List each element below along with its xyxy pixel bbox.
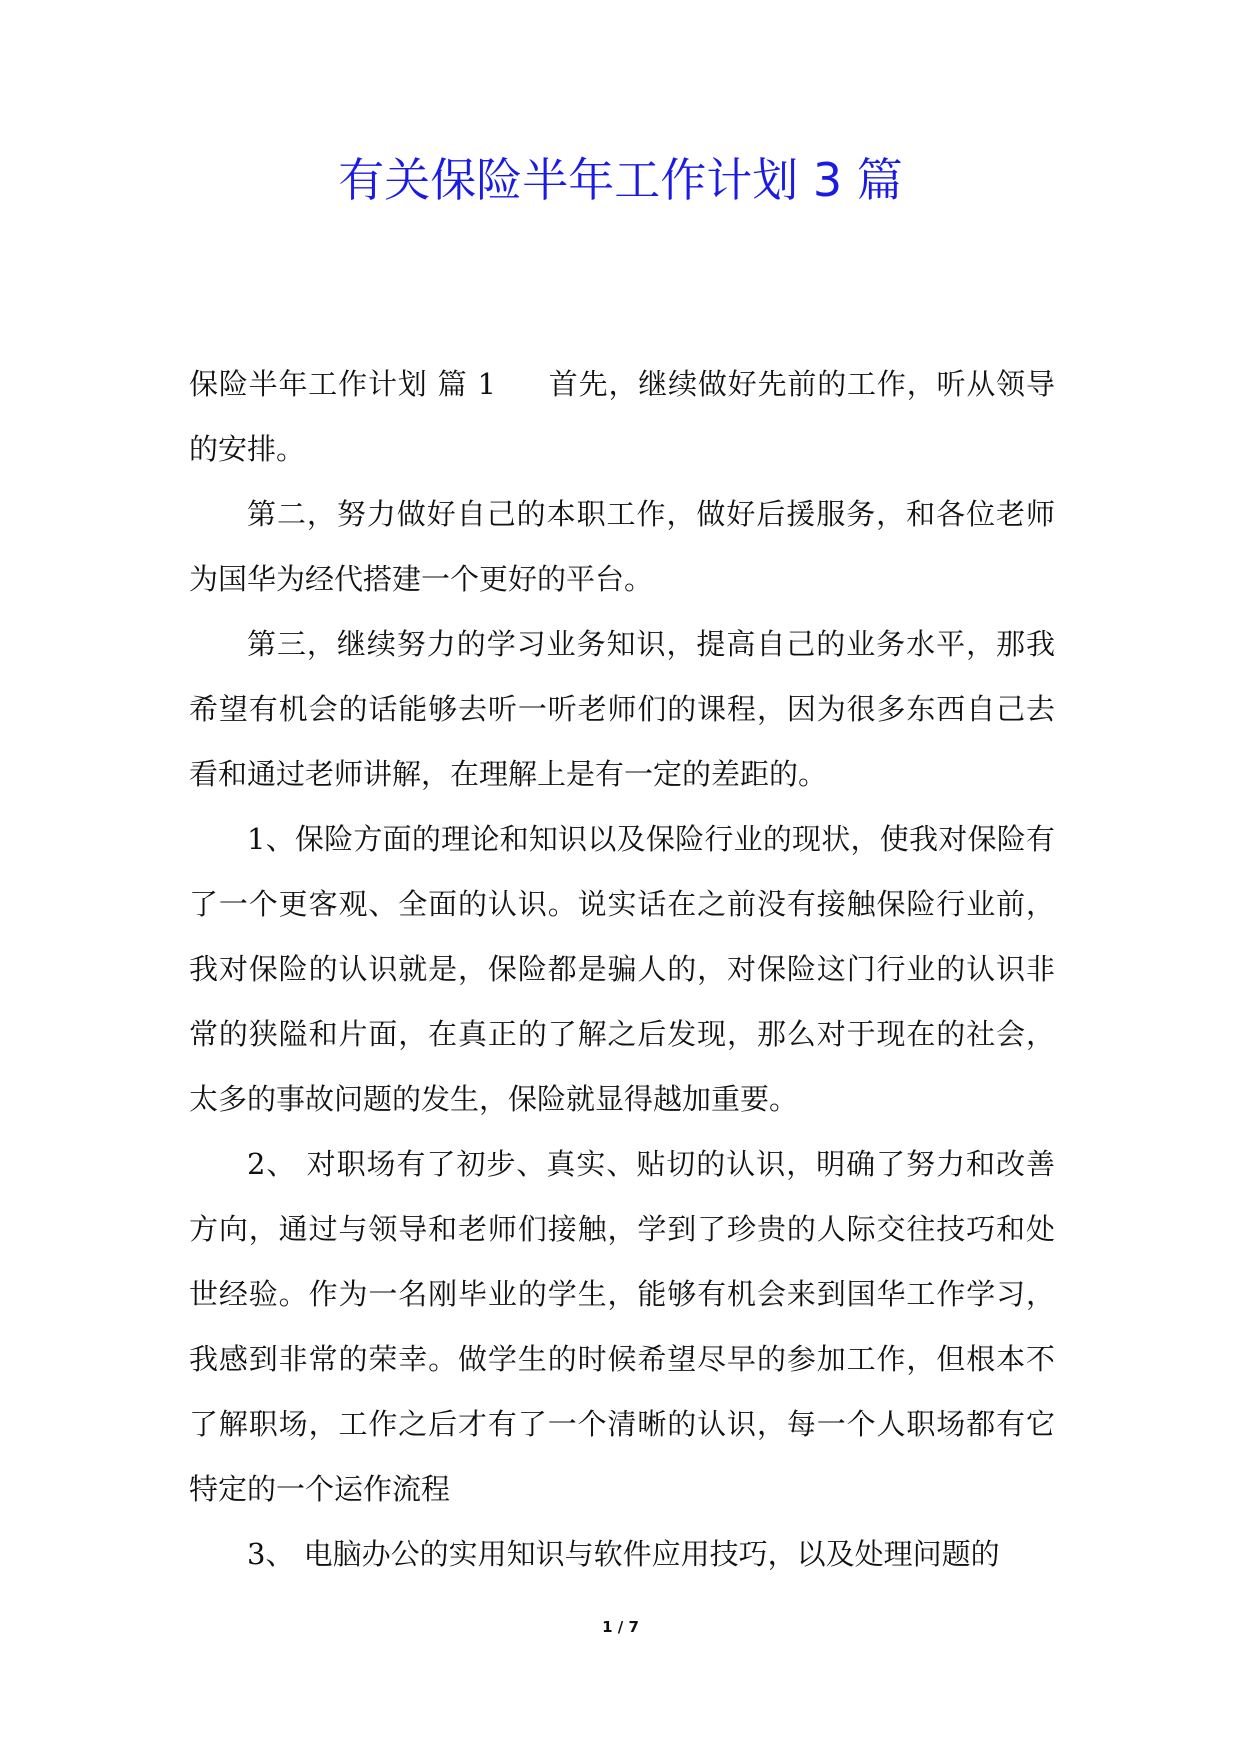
page-number: 1 / 7 bbox=[602, 1618, 639, 1636]
paragraph-item-3: 3、 电脑办公的实用知识与软件应用技巧，以及处理问题的 bbox=[247, 1537, 1000, 1571]
paragraph-item-1: 1、保险方面的理论和知识以及保险行业的现状，使我对保险有了一个更客观、全面的认识。说实话在之前没有接触保险行业前，我对保险的认识就是，保险都是骗人的，对保险这门行业的认识非常的狭隘和片面，在真正的了解之后发现，那么对于现在的社会，太多的事故问题的发生，保险就显得越加重要。 bbox=[189, 822, 1055, 1116]
paragraph-intro bbox=[189, 352, 1055, 482]
paragraph-second: 第二，努力做好自己的本职工作，做好后援服务，和各位老师为国华为经代搭建一个更好的平台。 bbox=[189, 497, 1055, 596]
paragraph-item-2: 2、 对职场有了初步、真实、贴切的认识，明确了努力和改善方向，通过与领导和老师们接触，学到了珍贵的人际交往技巧和处世经验。作为一名刚毕业的学生，能够有机会来到国华工作学习，我感到非常的荣幸。做学生的时候希望尽早的参加工作，但根本不了解职场，工作之后才有了一个清晰的认识，每一个人职场都有它特定的一个运作流程 bbox=[189, 1147, 1055, 1506]
document-title: 有关保险半年工作计划 3 篇 bbox=[338, 153, 903, 207]
paragraph-third: 第三，继续努力的学习业务知识，提高自己的业务水平，那我希望有机会的话能够去听一听老师们的课程，因为很多东西自己去看和通过老师讲解，在理解上是有一定的差距的。 bbox=[189, 627, 1055, 791]
section-heading: 保险半年工作计划 篇 1 bbox=[189, 367, 496, 401]
document-body bbox=[189, 352, 1055, 1587]
intro-text: 首先，继续做好先前的工作，听从领导的安排。 bbox=[189, 367, 1055, 466]
